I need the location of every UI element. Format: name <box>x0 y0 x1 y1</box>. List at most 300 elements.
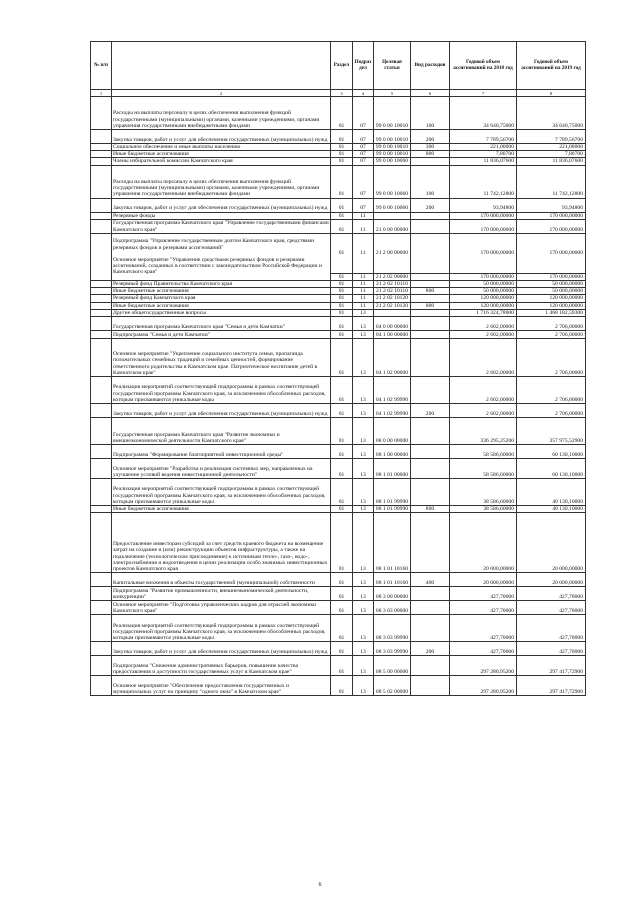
cell-razdel: 01 <box>331 130 353 144</box>
cell-podrazdel: 13 <box>353 418 374 445</box>
cell-podrazdel: 11 <box>353 281 374 288</box>
cell-name: Расходы на выплаты персоналу в целях обеспечения выполнения функций государственными (муниципальными) органами, казенными учреждениями, органами управления государственными внебюджетными фондами <box>112 165 331 198</box>
cell-target-article: 04 1 02 00000 <box>374 339 411 377</box>
cell-name: Реализация мероприятий соответствующей подпрограммы в рамках соответствующей государственной программы Камчатского края, за исключением обособленных расходов, которым присваиваются уникальные коды <box>112 615 331 642</box>
cell-target-article: 04 1 02 99990 <box>374 404 411 418</box>
cell-podrazdel: 13 <box>353 587 374 601</box>
cell-name: Подпрограмма "Управление государственным долгом Камчатского края, средствами резервных фондов и резервами ассигнований" Основное мероприятие "Управление средствами резервных фондов и резервами ассигнований, созданных в соответствии с законодательством Российской Федерации и Камчатского края" <box>112 233 331 280</box>
cell-no <box>91 459 112 479</box>
cell-amount-2019: 427,70000 <box>517 601 586 615</box>
cell-razdel: 01 <box>331 642 353 656</box>
table-row <box>91 331 586 339</box>
cell-name: Реализация мероприятий соответствующей подпрограммы в рамках соответствующей государственной программы Камчатского края, за исключением обособленных расходов, которым присваиваются уникальные коды <box>112 377 331 404</box>
cell-expense-type <box>411 233 450 273</box>
cell-no <box>91 587 112 601</box>
cell-expense-type <box>411 219 450 233</box>
cell-amount-2019: 120 000,00000 <box>517 295 586 302</box>
cell-razdel: 01 <box>331 656 353 676</box>
cell-razdel: 01 <box>331 339 353 377</box>
table-row <box>91 219 586 233</box>
cell-podrazdel: 13 <box>353 513 374 573</box>
cell-podrazdel: 13 <box>353 506 374 513</box>
cell-podrazdel: 11 <box>353 233 374 273</box>
cell-amount-2019: 170 000,00000 <box>517 273 586 280</box>
cell-expense-type: 800 <box>411 506 450 513</box>
cell-name: Иные бюджетные ассигнования <box>112 506 331 513</box>
cell-razdel: 01 <box>331 506 353 513</box>
cell-target-article: 99 0 00 10060 <box>374 165 411 198</box>
cell-razdel: 01 <box>331 418 353 445</box>
cell-podrazdel: 11 <box>353 302 374 309</box>
cell-target-article: 21 2 00 00000 <box>374 233 411 273</box>
table-row <box>91 642 586 656</box>
cell-no <box>91 97 112 130</box>
cell-no <box>91 295 112 302</box>
cell-expense-type: 200 <box>411 404 450 418</box>
cell-razdel: 01 <box>331 459 353 479</box>
cell-amount-2019: 20 000,00000 <box>517 573 586 587</box>
cell-expense-type: 100 <box>411 165 450 198</box>
cell-amount-2019: 427,70000 <box>517 615 586 642</box>
cell-razdel: 01 <box>331 615 353 642</box>
cell-no <box>91 130 112 144</box>
cell-podrazdel: 07 <box>353 165 374 198</box>
cell-name: Закупка товаров, работ и услуг для обеспечения государственных (муниципальных) нужд <box>112 642 331 656</box>
table-row <box>91 479 586 506</box>
table-row <box>91 295 586 302</box>
cell-amount-2018: 58 586,60000 <box>450 445 517 459</box>
cell-amount-2018: 20 000,00000 <box>450 513 517 573</box>
cell-podrazdel: 13 <box>353 676 374 696</box>
table-row <box>91 130 586 144</box>
cell-amount-2018: 170 000,00000 <box>450 273 517 280</box>
cell-no <box>91 573 112 587</box>
cell-podrazdel: 13 <box>353 615 374 642</box>
cell-podrazdel: 13 <box>353 601 374 615</box>
cell-amount-2018: 2 602,00000 <box>450 331 517 339</box>
cell-target-article: 08 0 00 00000 <box>374 418 411 445</box>
cell-amount-2019: 11 742,12800 <box>517 165 586 198</box>
cell-no <box>91 151 112 158</box>
table-body <box>91 97 586 696</box>
cell-amount-2019: 170 000,00000 <box>517 219 586 233</box>
cell-razdel: 01 <box>331 601 353 615</box>
cell-target-article: 21 2 02 00000 <box>374 273 411 280</box>
cell-name: Иные бюджетные ассигнования <box>112 302 331 309</box>
cell-razdel: 01 <box>331 158 353 165</box>
table-row <box>91 339 586 377</box>
cell-razdel: 01 <box>331 273 353 280</box>
cell-amount-2018: 120 000,00000 <box>450 295 517 302</box>
cell-razdel: 01 <box>331 198 353 212</box>
cell-amount-2018: 427,70000 <box>450 615 517 642</box>
cell-no <box>91 158 112 165</box>
cell-podrazdel: 07 <box>353 130 374 144</box>
colnum-7: 7 <box>450 90 517 97</box>
cell-expense-type <box>411 331 450 339</box>
table-row <box>91 445 586 459</box>
budget-table-sheet <box>90 41 585 696</box>
table-row <box>91 158 586 165</box>
table-row <box>91 233 586 273</box>
cell-razdel: 01 <box>331 288 353 295</box>
cell-name: Закупка товаров, работ и услуг для обеспечения государственных (муниципальных) нужд <box>112 404 331 418</box>
cell-expense-type: 100 <box>411 97 450 130</box>
cell-amount-2018: 170 000,00000 <box>450 219 517 233</box>
table-row <box>91 615 586 642</box>
table-row <box>91 198 586 212</box>
table-row <box>91 151 586 158</box>
table-row <box>91 97 586 130</box>
cell-amount-2019: 20 000,00000 <box>517 513 586 573</box>
cell-target-article: 21 2 02 10120 <box>374 302 411 309</box>
cell-name: Капитальные вложения в объекты государственной (муниципальной) собственности <box>112 573 331 587</box>
cell-no <box>91 302 112 309</box>
cell-target-article: 04 1 00 00000 <box>374 331 411 339</box>
cell-expense-type: 200 <box>411 642 450 656</box>
cell-target-article: 99 0 00 10010 <box>374 144 411 151</box>
cell-expense-type <box>411 309 450 316</box>
cell-expense-type: 200 <box>411 198 450 212</box>
cell-no <box>91 615 112 642</box>
cell-razdel: 01 <box>331 281 353 288</box>
table-row <box>91 288 586 295</box>
cell-amount-2018: 297 280,95200 <box>450 676 517 696</box>
cell-amount-2019: 357 975,52900 <box>517 418 586 445</box>
header-name <box>112 42 331 90</box>
cell-amount-2018: 7,80700 <box>450 151 517 158</box>
cell-no <box>91 404 112 418</box>
cell-amount-2019: 60 130,10000 <box>517 459 586 479</box>
cell-expense-type <box>411 377 450 404</box>
cell-no <box>91 309 112 316</box>
cell-amount-2019: 170 000,00000 <box>517 212 586 219</box>
cell-name: Государственная программа Камчатского края "Управление государственными финансами Камчатского края" <box>113 220 329 233</box>
cell-amount-2018: 221,00000 <box>450 144 517 151</box>
cell-amount-2019: 50 000,00000 <box>517 288 586 295</box>
cell-target-article: 08 3 03 99990 <box>374 615 411 642</box>
cell-razdel: 01 <box>331 295 353 302</box>
header-amount-2019: Годовой объем ассигнований на 2019 год <box>517 42 586 90</box>
cell-name: Основное мероприятие "Разработка и реализация системных мер, направленных на улучшение условий ведения инвестиционной деятельности" <box>112 459 331 479</box>
cell-razdel: 01 <box>331 165 353 198</box>
colnum-3: 3 <box>331 90 353 97</box>
cell-amount-2018: 427,70000 <box>450 601 517 615</box>
cell-podrazdel: 13 <box>353 317 374 331</box>
cell-amount-2019: 50 000,00000 <box>517 281 586 288</box>
cell-name: Члены избирательной комиссии Камчатского края <box>112 158 331 165</box>
cell-razdel: 01 <box>331 97 353 130</box>
budget-table <box>90 41 586 696</box>
table-row <box>91 513 586 573</box>
cell-amount-2018: 11 742,12800 <box>450 165 517 198</box>
table-header-row <box>91 42 586 90</box>
table-row <box>91 377 586 404</box>
cell-no <box>91 331 112 339</box>
cell-podrazdel: 13 <box>353 642 374 656</box>
cell-no <box>91 418 112 445</box>
cell-name: Иные бюджетные ассигнования <box>112 151 331 158</box>
cell-amount-2019: 120 000,00000 <box>517 302 586 309</box>
cell-expense-type <box>411 601 450 615</box>
cell-expense-type <box>411 273 450 280</box>
cell-amount-2018: 2 602,00000 <box>450 339 517 377</box>
cell-expense-type <box>411 587 450 601</box>
cell-podrazdel: 11 <box>353 212 374 219</box>
cell-podrazdel: 11 <box>353 288 374 295</box>
cell-no <box>91 339 112 377</box>
cell-razdel: 01 <box>331 404 353 418</box>
cell-amount-2018: 336 295,25200 <box>450 418 517 445</box>
table-row <box>91 587 586 601</box>
cell-podrazdel: 13 <box>353 656 374 676</box>
cell-target-article: 99 0 00 10010 <box>374 97 411 130</box>
cell-expense-type: 300 <box>411 144 450 151</box>
cell-no <box>91 676 112 696</box>
colnum-4: 4 <box>353 90 374 97</box>
cell-expense-type <box>411 459 450 479</box>
cell-no <box>91 281 112 288</box>
cell-razdel: 01 <box>331 212 353 219</box>
cell-razdel: 01 <box>331 573 353 587</box>
cell-amount-2019: 7 789,56700 <box>517 130 586 144</box>
cell-target-article <box>374 212 411 219</box>
cell-podrazdel: 13 <box>353 377 374 404</box>
cell-name: Основное мероприятие "Обеспечение предоставления государственных и муниципальных услуг по принципу "одного окна" в Камчатском крае" <box>112 676 331 696</box>
table-row <box>91 302 586 309</box>
cell-no <box>91 642 112 656</box>
cell-target-article: 21 2 02 10120 <box>374 295 411 302</box>
table-row <box>91 506 586 513</box>
table-row <box>91 656 586 676</box>
cell-name: Основное мероприятие "Укрепление социального института семьи, пропаганда положительных семейных традиций и семейных ценностей, формирование ответственного родительства в Камчатском крае. Патриотическое воспитание детей в Камчатском крае" <box>112 339 331 377</box>
cell-target-article: 21 2 02 10110 <box>374 288 411 295</box>
cell-razdel: 01 <box>331 233 353 273</box>
cell-target-article: 08 3 03 00000 <box>374 601 411 615</box>
cell-amount-2018: 427,70000 <box>450 642 517 656</box>
cell-name: Реализация мероприятий соответствующей подпрограммы в рамках соответствующей государственной программы Камчатского края, за исключением обособленных расходов, которым присваиваются уникальные коды <box>112 479 331 506</box>
cell-name: Государственная программа Камчатского края "Развитие экономики и внешнеэкономической деятельности Камчатского края" <box>112 418 331 445</box>
cell-podrazdel: 11 <box>353 273 374 280</box>
cell-razdel: 01 <box>331 317 353 331</box>
cell-podrazdel: 11 <box>353 295 374 302</box>
cell-amount-2018: 50 000,00000 <box>450 281 517 288</box>
cell-expense-type: 800 <box>411 302 450 309</box>
cell-expense-type <box>411 339 450 377</box>
cell-name: Резервный фонд Камчатского края <box>112 295 331 302</box>
table-row <box>91 418 586 445</box>
cell-amount-2018: 50 000,00000 <box>450 288 517 295</box>
colnum-2: 2 <box>112 90 331 97</box>
cell-target-article: 99 0 00 10060 <box>374 198 411 212</box>
cell-podrazdel: 13 <box>353 479 374 506</box>
cell-amount-2019: 170 000,00000 <box>517 233 586 273</box>
header-no: № п/п <box>91 42 112 90</box>
cell-amount-2018: 297 280,95200 <box>450 656 517 676</box>
cell-razdel: 01 <box>331 151 353 158</box>
table-row <box>91 212 586 219</box>
cell-expense-type <box>411 295 450 302</box>
cell-amount-2018: 2 602,00000 <box>450 377 517 404</box>
cell-no <box>91 198 112 212</box>
cell-target-article: 21 2 02 10110 <box>374 281 411 288</box>
cell-amount-2019: 2 706,00000 <box>517 377 586 404</box>
cell-amount-2019: 2 706,00000 <box>517 331 586 339</box>
cell-name: Резервные фонды <box>112 212 331 219</box>
cell-name: Резервный фонд Правительства Камчатского края <box>112 281 331 288</box>
cell-target-article: 21 0 00 00000 <box>374 219 411 233</box>
cell-expense-type <box>411 445 450 459</box>
cell-expense-type: 200 <box>411 130 450 144</box>
cell-amount-2019: 40 130,10000 <box>517 479 586 506</box>
cell-amount-2019: 427,70000 <box>517 642 586 656</box>
cell-no <box>91 479 112 506</box>
cell-name: Основное мероприятие "Подготовка управленческих кадров для отраслей экономики Камчатского края" <box>112 601 331 615</box>
cell-podrazdel: 13 <box>353 309 374 316</box>
table-row <box>91 676 586 696</box>
cell-expense-type: 800 <box>411 151 450 158</box>
cell-target-article: 08 1 01 10160 <box>374 513 411 573</box>
table-row <box>91 309 586 316</box>
cell-target-article: 99 0 00 10010 <box>374 151 411 158</box>
cell-no <box>91 513 112 573</box>
cell-amount-2018: 38 586,60000 <box>450 506 517 513</box>
cell-target-article: 04 0 00 00000 <box>374 317 411 331</box>
table-row <box>91 459 586 479</box>
cell-amount-2019: 7,80700 <box>517 151 586 158</box>
cell-razdel: 01 <box>331 377 353 404</box>
cell-no <box>91 445 112 459</box>
cell-podrazdel: 07 <box>353 158 374 165</box>
cell-podrazdel: 13 <box>353 445 374 459</box>
cell-razdel: 01 <box>331 144 353 151</box>
cell-razdel: 01 <box>331 676 353 696</box>
cell-amount-2018: 93,94800 <box>450 198 517 212</box>
header-podrazdel: Подраздел <box>353 42 374 90</box>
cell-name: Закупка товаров, работ и услуг для обеспечения государственных (муниципальных) нужд <box>112 130 331 144</box>
cell-amount-2018: 120 000,00000 <box>450 302 517 309</box>
cell-amount-2019: 2 706,00000 <box>517 317 586 331</box>
cell-razdel: 01 <box>331 445 353 459</box>
cell-name: Подпрограмма "Формирование благоприятной инвестиционной среды" <box>112 445 331 459</box>
cell-no <box>91 377 112 404</box>
cell-expense-type <box>411 158 450 165</box>
cell-amount-2018: 2 602,00000 <box>450 404 517 418</box>
cell-expense-type <box>411 479 450 506</box>
cell-amount-2018: 20 000,00000 <box>450 573 517 587</box>
cell-razdel: 01 <box>331 479 353 506</box>
cell-podrazdel: 11 <box>353 219 374 233</box>
colnum-8: 8 <box>517 90 586 97</box>
header-expense-type: Вид расходов <box>411 42 450 90</box>
cell-amount-2019: 297 417,72900 <box>517 656 586 676</box>
cell-razdel: 01 <box>331 513 353 573</box>
cell-amount-2019: 11 836,07600 <box>517 158 586 165</box>
table-row <box>91 165 586 198</box>
cell-no <box>91 656 112 676</box>
cell-amount-2018: 170 000,00000 <box>450 233 517 273</box>
cell-target-article: 08 5 02 00000 <box>374 676 411 696</box>
cell-expense-type <box>411 676 450 696</box>
cell-podrazdel: 07 <box>353 97 374 130</box>
cell-target-article: 08 1 01 99990 <box>374 479 411 506</box>
cell-amount-2018: 2 602,00000 <box>450 317 517 331</box>
cell-name: Иные бюджетные ассигнования <box>112 288 331 295</box>
cell-name: Другие общегосударственные вопросы <box>112 309 331 316</box>
cell-target-article <box>374 309 411 316</box>
cell-expense-type <box>411 615 450 642</box>
cell-razdel: 01 <box>331 331 353 339</box>
cell-expense-type: 400 <box>411 573 450 587</box>
cell-target-article: 08 3 03 99990 <box>374 642 411 656</box>
cell-target-article: 08 5 00 00000 <box>374 656 411 676</box>
cell-name: Расходы на выплаты персоналу в целях обеспечения выполнения функций государственными (муниципальными) органами, казенными учреждениями, органами управления государственными внебюджетными фондами <box>112 97 331 130</box>
cell-no <box>91 506 112 513</box>
cell-amount-2018: 34 640,75000 <box>450 97 517 130</box>
table-row <box>91 144 586 151</box>
cell-no <box>91 219 112 233</box>
cell-razdel: 01 <box>331 587 353 601</box>
table-row <box>91 281 586 288</box>
colnum-6: 6 <box>411 90 450 97</box>
cell-amount-2018: 170 000,00000 <box>450 212 517 219</box>
column-number-row <box>91 90 586 97</box>
cell-name: Предоставление инвесторам субсидий за счет средств краевого бюджета на возмещение затрат на создание и (или) реконструкцию объектов инфраструктуры, а также на подключение (технологическое присоединение) к источникам тепло-, газо-, водо-, электроснабжения и водоотведения в целях реализации особо значимых инвестиционных проектов Камчатского края <box>112 513 331 573</box>
cell-expense-type: 800 <box>411 288 450 295</box>
cell-expense-type <box>411 212 450 219</box>
cell-podrazdel: 13 <box>353 404 374 418</box>
cell-amount-2018: 7 789,56700 <box>450 130 517 144</box>
cell-no <box>91 233 112 280</box>
cell-amount-2019: 297 417,72900 <box>517 676 586 696</box>
cell-name: Социальное обеспечение и иные выплаты населению <box>112 144 331 151</box>
cell-no <box>91 212 112 219</box>
cell-amount-2018: 58 586,60000 <box>450 459 517 479</box>
cell-target-article: 04 1 02 99990 <box>374 377 411 404</box>
cell-expense-type <box>411 513 450 573</box>
cell-name: Государственная программа Камчатского края "Семья и дети Камчатки" <box>112 317 331 331</box>
cell-expense-type <box>411 281 450 288</box>
cell-razdel: 01 <box>331 219 353 233</box>
cell-amount-2019: 60 130,10000 <box>517 445 586 459</box>
cell-podrazdel: 13 <box>353 459 374 479</box>
cell-amount-2019: 427,70000 <box>517 587 586 601</box>
cell-target-article: 08 1 01 99990 <box>374 506 411 513</box>
cell-target-article: 08 1 00 00000 <box>374 445 411 459</box>
header-amount-2018: Годовой объем ассигнований на 2018 год <box>450 42 517 90</box>
cell-amount-2018: 427,70000 <box>450 587 517 601</box>
cell-target-article: 08 1 01 00000 <box>374 459 411 479</box>
cell-amount-2018: 38 586,60000 <box>450 479 517 506</box>
cell-razdel: 01 <box>331 309 353 316</box>
cell-podrazdel: 07 <box>353 198 374 212</box>
cell-amount-2019: 2 706,00000 <box>517 339 586 377</box>
cell-razdel: 01 <box>331 302 353 309</box>
table-row <box>91 317 586 331</box>
table-row <box>91 573 586 587</box>
cell-no <box>91 601 112 615</box>
header-target-article: Целевая статья <box>374 42 411 90</box>
cell-amount-2019: 93,94800 <box>517 198 586 212</box>
cell-no <box>91 317 112 331</box>
cell-name: Закупка товаров, работ и услуг для обеспечения государственных (муниципальных) нужд <box>112 198 331 212</box>
page-number: 6 <box>318 882 322 888</box>
cell-expense-type <box>411 317 450 331</box>
table-row <box>91 601 586 615</box>
cell-name: Подпрограмма "Семья и дети Камчатки" <box>112 331 331 339</box>
cell-podrazdel: 07 <box>353 151 374 158</box>
cell-amount-2018: 1 716 324,78000 <box>450 309 517 316</box>
